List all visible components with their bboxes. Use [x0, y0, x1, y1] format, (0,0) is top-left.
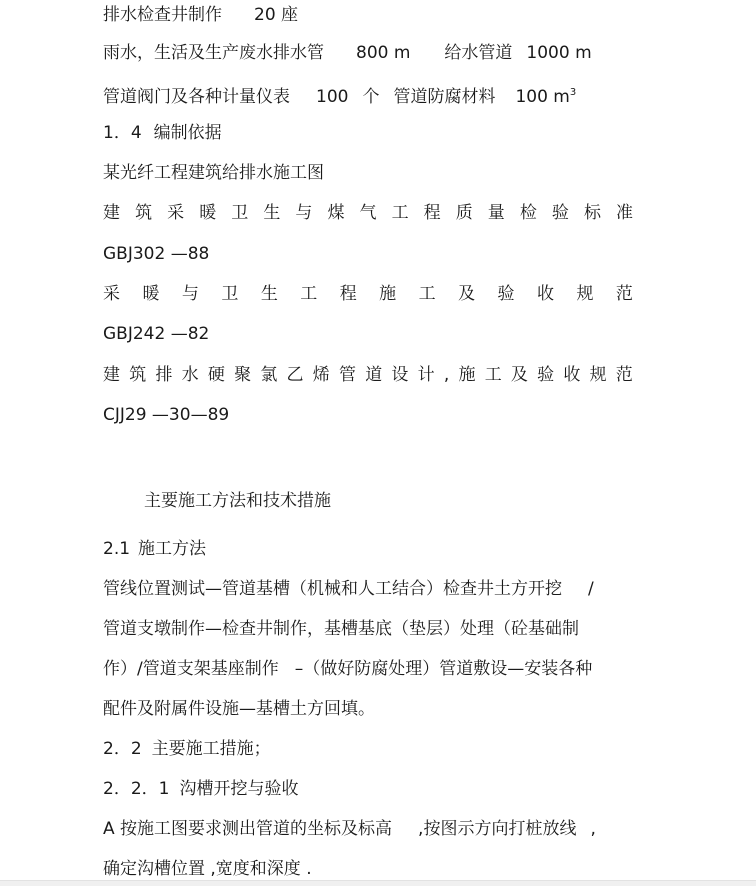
- text-line-5: 某光纤工程建筑给排水施工图: [103, 163, 324, 183]
- text-line-3: 管道阀门及各种计量仪表 100 个 管道防腐材料 100 $m^3$: [103, 87, 577, 107]
- text-line-16: 作）/管道支架基座制作 –（做好防腐处理）管道敷设—安装各种: [103, 659, 593, 679]
- page-bottom-edge: [0, 880, 756, 886]
- section-heading-1-4: 1．4 编制依据: [103, 123, 222, 143]
- text-line-6: 建 筑 采 暖 卫 生 与 煤 气 工 程 质 量 检 验 标 准: [103, 203, 633, 223]
- section-heading-2-1: 2.1 施工方法: [103, 539, 207, 559]
- text-line-14: 管线位置测试—管道基槽（机械和人工结合）检查井土方开挖 /: [103, 579, 594, 599]
- section-heading-2-2: 2．2 主要施工措施；: [103, 739, 271, 759]
- text-line-9: GBJ242 —82: [103, 324, 210, 344]
- text-line-15: 管道支墩制作—检查井制作，基槽基底（垫层）处理（砼基础制: [103, 619, 579, 639]
- text-line-21: 确定沟槽位置 ,宽度和深度 .: [103, 859, 312, 879]
- text-line-11: CJJ29 —30—89: [103, 405, 230, 425]
- section-heading-main-methods: 主要施工方法和技术措施: [144, 491, 331, 511]
- text-line-8: 采 暖 与 卫 生 工 程 施 工 及 验 收 规 范: [103, 284, 633, 304]
- text-line-20: A 按施工图要求测出管道的坐标及标高 ,按图示方向打桩放线 ,: [103, 819, 596, 839]
- text-line-2: 雨水，生活及生产废水排水管 800 m 给水管道 1000 m: [103, 43, 592, 63]
- section-heading-2-2-1: 2．2．1 沟槽开挖与验收: [103, 779, 299, 799]
- text-line-17: 配件及附属件设施—基槽土方回填。: [103, 699, 375, 719]
- text-line-1: 排水检查井制作 20 座: [103, 5, 299, 25]
- text-line-10: 建 筑 排 水 硬 聚 氯 乙 烯 管 道 设 计 , 施 工 及 验 收 规 范: [103, 365, 633, 385]
- text-line-7: GBJ302 —88: [103, 244, 210, 264]
